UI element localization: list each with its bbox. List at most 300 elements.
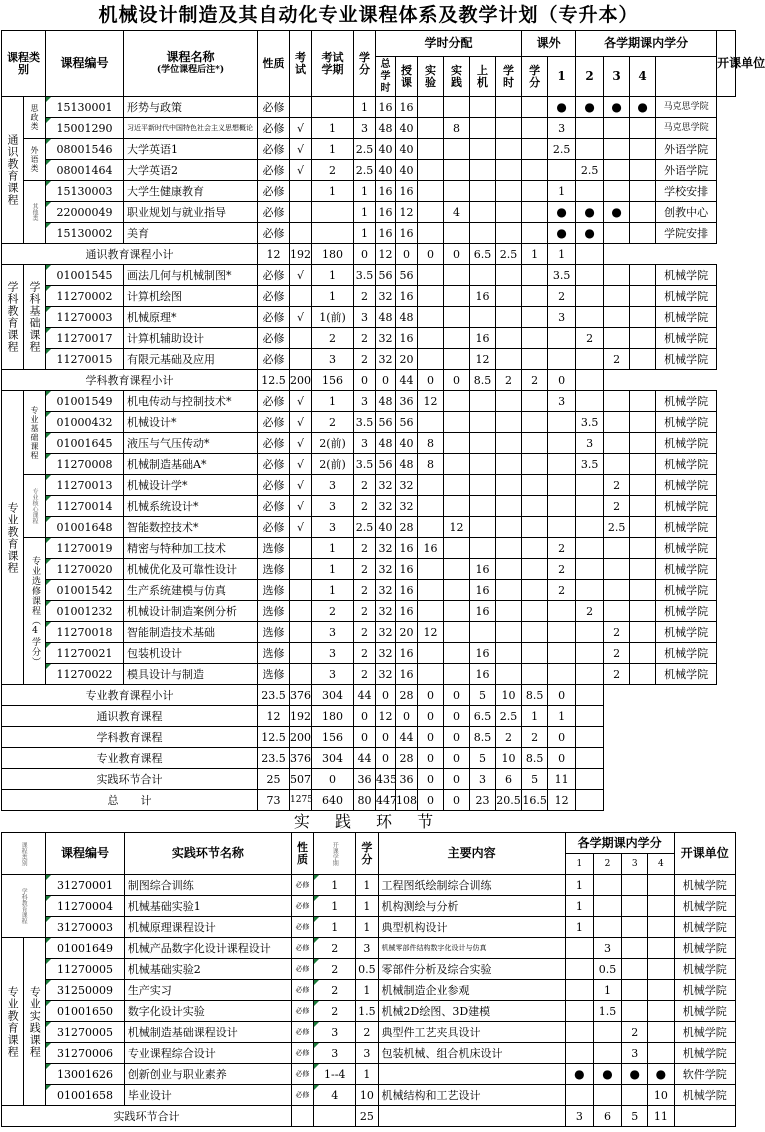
course-dept: 机械学院 <box>656 307 717 328</box>
practice-t1 <box>565 938 593 959</box>
course-tot: 32 <box>376 475 396 496</box>
course-t1: ● <box>548 97 576 118</box>
course-row <box>2 412 736 433</box>
course-eh <box>496 391 522 412</box>
total-t3: 5 <box>522 769 548 790</box>
course-code: 11270018 <box>46 622 124 643</box>
course-name: 职业规划与就业指导 <box>124 202 258 223</box>
subtotal-t3: 2 <box>522 370 548 391</box>
practice-t2 <box>593 1022 621 1043</box>
course-t3 <box>604 223 630 244</box>
course-nature: 必修 <box>258 517 290 538</box>
course-t1: 2 <box>548 559 576 580</box>
course-t3: 2 <box>604 643 630 664</box>
total-com: 44 <box>396 727 418 748</box>
practice-header-dept: 开课单位 <box>674 833 736 875</box>
total-ec: 0 <box>444 727 470 748</box>
course-pra <box>444 622 470 643</box>
course-exp <box>418 475 444 496</box>
course-exam <box>290 202 312 223</box>
course-nature: 必修 <box>258 118 290 139</box>
course-t4 <box>630 202 656 223</box>
practice-t4 <box>648 938 674 959</box>
course-t4 <box>630 664 656 685</box>
course-pra <box>444 643 470 664</box>
course-ec <box>522 118 548 139</box>
course-exam-term <box>312 97 354 118</box>
course-name: 机械设计* <box>124 412 258 433</box>
course-name: 机械设计制造案例分析 <box>124 601 258 622</box>
course-name: 包装机设计 <box>124 643 258 664</box>
course-com: 12 <box>470 349 496 370</box>
course-ec <box>522 601 548 622</box>
practice-header-content: 主要内容 <box>378 833 565 875</box>
course-code: 11270014 <box>46 496 124 517</box>
practice-name: 机械产品数字化设计课程设计 <box>124 938 291 959</box>
course-t1: 3 <box>548 307 576 328</box>
subtotal-tot: 200 <box>290 370 312 391</box>
course-code: 11270019 <box>46 538 124 559</box>
course-t3: 2 <box>604 496 630 517</box>
course-tot: 32 <box>376 286 396 307</box>
course-t3 <box>604 580 630 601</box>
course-name: 大学英语1 <box>124 139 258 160</box>
course-exam-term: 3 <box>312 622 354 643</box>
course-t1 <box>548 328 576 349</box>
practice-nature: 必修 <box>291 1001 313 1022</box>
course-tot: 40 <box>376 517 396 538</box>
course-exam-term: 1 <box>312 286 354 307</box>
course-nature: 必修 <box>258 307 290 328</box>
course-t1 <box>548 454 576 475</box>
category-subject-edu: 学科教育课程 <box>2 265 24 370</box>
course-cr: 2.5 <box>354 139 376 160</box>
header-extra-group: 课外 <box>522 31 576 57</box>
total-t4: 11 <box>548 769 576 790</box>
course-code: 11270020 <box>46 559 124 580</box>
practice-row <box>2 1022 736 1043</box>
course-t4 <box>630 496 656 517</box>
header-experiment: 实验 <box>418 57 444 97</box>
course-t2 <box>576 643 604 664</box>
practice-credits: 0.5 <box>356 959 378 980</box>
course-lec: 16 <box>396 601 418 622</box>
course-exam <box>290 328 312 349</box>
total-exp: 36 <box>354 769 376 790</box>
total-exp: 0 <box>354 706 376 727</box>
course-code: 01000432 <box>46 412 124 433</box>
course-exam: √ <box>290 475 312 496</box>
course-tot: 32 <box>376 601 396 622</box>
course-eh <box>496 433 522 454</box>
practice-row <box>2 917 736 938</box>
practice-t1: 1 <box>565 917 593 938</box>
subtotal-row <box>2 244 736 265</box>
course-pra <box>444 160 470 181</box>
course-tot: 40 <box>376 160 396 181</box>
course-row <box>2 454 736 475</box>
practice-code: 13001626 <box>46 1064 125 1085</box>
course-exam-term: 1 <box>312 118 354 139</box>
header-extra-credits: 学分 <box>522 57 548 97</box>
course-exam-term: 1 <box>312 139 354 160</box>
course-eh <box>496 307 522 328</box>
course-ec <box>522 580 548 601</box>
course-lec: 32 <box>396 496 418 517</box>
practice-total-row <box>2 1106 736 1127</box>
course-t2 <box>576 664 604 685</box>
total-com: 36 <box>396 769 418 790</box>
practice-term: 1 <box>314 875 356 896</box>
practice-credits: 3 <box>356 938 378 959</box>
practice-t1 <box>565 1022 593 1043</box>
course-t4 <box>630 433 656 454</box>
course-lec: 48 <box>396 454 418 475</box>
course-nature: 必修 <box>258 265 290 286</box>
course-nature: 必修 <box>258 223 290 244</box>
practice-nature: 必修 <box>291 1064 313 1085</box>
header-credits: 学分 <box>354 31 376 97</box>
practice-name: 机械制造基础课程设计 <box>124 1022 291 1043</box>
practice-subcategory-major: 专业实践课程 <box>24 938 46 1106</box>
practice-row <box>2 875 736 896</box>
course-lec: 32 <box>396 475 418 496</box>
course-exam: √ <box>290 412 312 433</box>
course-pra <box>444 412 470 433</box>
course-tot: 56 <box>376 412 396 433</box>
course-code: 01001648 <box>46 517 124 538</box>
course-ec <box>522 433 548 454</box>
practice-name: 专业课程综合设计 <box>124 1043 291 1064</box>
course-nature: 必修 <box>258 328 290 349</box>
course-t3 <box>604 265 630 286</box>
course-eh <box>496 265 522 286</box>
practice-name: 数字化设计实验 <box>124 1001 291 1022</box>
course-t2 <box>576 307 604 328</box>
course-dept: 外语学院 <box>656 160 717 181</box>
course-tot: 48 <box>376 433 396 454</box>
course-lec: 16 <box>396 559 418 580</box>
course-exp <box>418 664 444 685</box>
total-cr: 12 <box>258 706 290 727</box>
course-exp <box>418 601 444 622</box>
header-term-2: 2 <box>576 57 604 97</box>
course-dept: 机械学院 <box>656 496 717 517</box>
course-pra <box>444 223 470 244</box>
practice-row <box>2 1085 736 1106</box>
header-hours-group: 学时分配 <box>376 31 522 57</box>
course-exp <box>418 643 444 664</box>
course-cr: 2 <box>354 580 376 601</box>
course-row <box>2 307 736 328</box>
course-t4 <box>630 517 656 538</box>
total-dept <box>576 790 604 811</box>
course-exam: √ <box>290 391 312 412</box>
practice-content: 机械零部件结构数字化设计与仿真 <box>378 938 565 959</box>
course-exam: √ <box>290 433 312 454</box>
practice-category-subject: 学科教育课程 <box>2 875 46 938</box>
course-t3 <box>604 139 630 160</box>
course-t1: ● <box>548 223 576 244</box>
course-lec: 16 <box>396 223 418 244</box>
course-t4 <box>630 622 656 643</box>
total-dept <box>576 769 604 790</box>
course-com <box>470 475 496 496</box>
practice-header-term-3: 3 <box>622 854 648 875</box>
practice-t2 <box>593 917 621 938</box>
practice-t4: 10 <box>648 1085 674 1106</box>
course-exam-term: 2 <box>312 160 354 181</box>
practice-t2 <box>593 1085 621 1106</box>
subtotal-t3: 1 <box>522 244 548 265</box>
practice-code: 01001650 <box>46 1001 125 1022</box>
course-name: 机械设计学* <box>124 475 258 496</box>
course-tot: 32 <box>376 559 396 580</box>
practice-dept: 机械学院 <box>674 917 736 938</box>
practice-nature: 必修 <box>291 1022 313 1043</box>
course-t4 <box>630 643 656 664</box>
course-dept: 机械学院 <box>656 538 717 559</box>
practice-section-title: 实 践 环 节 <box>293 812 444 831</box>
total-row <box>2 748 736 769</box>
total-tot: 1275 <box>290 790 312 811</box>
practice-nature: 必修 <box>291 875 313 896</box>
header-term-group: 各学期课内学分 <box>576 31 717 57</box>
total-eh: 0 <box>418 790 444 811</box>
course-ec <box>522 181 548 202</box>
course-cr: 2 <box>354 559 376 580</box>
course-code: 11270017 <box>46 328 124 349</box>
course-pra <box>444 454 470 475</box>
course-eh <box>496 202 522 223</box>
practice-term: 2 <box>314 1001 356 1022</box>
course-nature: 必修 <box>258 202 290 223</box>
course-tot: 56 <box>376 454 396 475</box>
course-lec: 28 <box>396 517 418 538</box>
subtotal-t4: 1 <box>548 244 576 265</box>
course-exam: √ <box>290 307 312 328</box>
total-cr: 12.5 <box>258 727 290 748</box>
course-t1: 2 <box>548 580 576 601</box>
practice-header-category: 课程类别 <box>2 833 46 875</box>
practice-t3: 2 <box>622 1022 648 1043</box>
course-exp <box>418 202 444 223</box>
course-lec: 56 <box>396 265 418 286</box>
course-dept: 机械学院 <box>656 580 717 601</box>
course-t4 <box>630 139 656 160</box>
course-tot: 48 <box>376 391 396 412</box>
practice-table <box>1 832 736 1127</box>
header-practice: 实践 <box>444 57 470 97</box>
course-t3 <box>604 454 630 475</box>
course-cr: 2 <box>354 286 376 307</box>
course-dept: 机械学院 <box>656 391 717 412</box>
total-t2: 2 <box>496 727 522 748</box>
course-dept: 机械学院 <box>656 349 717 370</box>
course-tot: 32 <box>376 538 396 559</box>
course-eh <box>496 622 522 643</box>
course-row <box>2 475 736 496</box>
practice-code: 31270001 <box>46 875 125 896</box>
practice-total-t1: 3 <box>565 1106 593 1127</box>
course-row <box>2 139 736 160</box>
total-row <box>2 706 736 727</box>
course-dept: 外语学院 <box>656 139 717 160</box>
practice-table-body <box>2 833 736 1127</box>
course-lec: 16 <box>396 97 418 118</box>
course-t2: 3.5 <box>576 412 604 433</box>
course-row <box>2 664 736 685</box>
practice-code: 01001658 <box>46 1085 125 1106</box>
course-row <box>2 349 736 370</box>
course-name: 机械制造基础A* <box>124 454 258 475</box>
subtotal-t4: 0 <box>548 685 576 706</box>
subtotal-cr: 12 <box>258 244 290 265</box>
course-exp <box>418 328 444 349</box>
subtotal-label: 专业教育课程小计 <box>2 685 258 706</box>
course-row <box>2 643 736 664</box>
course-row <box>2 223 736 244</box>
practice-total-t2: 6 <box>593 1106 621 1127</box>
practice-nature: 必修 <box>291 896 313 917</box>
course-com: 16 <box>470 559 496 580</box>
course-table-body <box>2 31 765 811</box>
course-name: 习近平新时代中国特色社会主义思想概论 <box>124 118 258 139</box>
practice-name: 制图综合训练 <box>124 875 291 896</box>
course-code: 01001542 <box>46 580 124 601</box>
course-t2: ● <box>576 223 604 244</box>
course-exam-term: 2 <box>312 412 354 433</box>
practice-t4 <box>648 896 674 917</box>
subtotal-cr: 12.5 <box>258 370 290 391</box>
course-dept: 机械学院 <box>656 643 717 664</box>
course-exam-term <box>312 223 354 244</box>
course-exp <box>418 265 444 286</box>
course-t3 <box>604 181 630 202</box>
course-exam-term: 1(前) <box>312 307 354 328</box>
practice-dept: 软件学院 <box>674 1064 736 1085</box>
practice-t4 <box>648 959 674 980</box>
practice-total-dept <box>674 1106 736 1127</box>
total-cr: 23.5 <box>258 748 290 769</box>
total-lec: 156 <box>312 727 354 748</box>
practice-code: 31270005 <box>46 1022 125 1043</box>
course-t1: 3 <box>548 118 576 139</box>
subtotal-com: 0 <box>396 244 418 265</box>
total-label: 实践环节合计 <box>2 769 258 790</box>
header-extra-hours: 学时 <box>496 57 522 97</box>
total-row <box>2 727 736 748</box>
course-ec <box>522 328 548 349</box>
practice-t4 <box>648 1043 674 1064</box>
practice-header-term-4: 4 <box>648 854 674 875</box>
practice-t3 <box>622 959 648 980</box>
practice-nature: 必修 <box>291 1043 313 1064</box>
course-exp: 12 <box>418 622 444 643</box>
course-t3 <box>604 601 630 622</box>
course-cr: 2 <box>354 496 376 517</box>
subtotal-row <box>2 370 736 391</box>
course-dept: 机械学院 <box>656 412 717 433</box>
course-com <box>470 307 496 328</box>
total-pra: 435 <box>376 769 396 790</box>
course-t2 <box>576 559 604 580</box>
course-t2 <box>576 580 604 601</box>
subtotal-dept <box>576 685 604 706</box>
course-nature: 必修 <box>258 496 290 517</box>
course-exam <box>290 349 312 370</box>
course-row <box>2 265 736 286</box>
course-nature: 必修 <box>258 454 290 475</box>
subcategory-major-elective: 专业选修课程（4学分） <box>24 538 46 685</box>
course-name: 计算机绘图 <box>124 286 258 307</box>
course-exam <box>290 559 312 580</box>
course-dept: 机械学院 <box>656 265 717 286</box>
course-exam <box>290 643 312 664</box>
course-row <box>2 160 736 181</box>
course-row <box>2 118 736 139</box>
course-t4 <box>630 580 656 601</box>
course-exam-term: 2(前) <box>312 454 354 475</box>
course-t2: ● <box>576 97 604 118</box>
course-name: 机电传动与控制技术* <box>124 391 258 412</box>
course-t3 <box>604 160 630 181</box>
practice-dept: 机械学院 <box>674 1022 736 1043</box>
course-row <box>2 328 736 349</box>
total-t2: 10 <box>496 748 522 769</box>
course-exp: 8 <box>418 433 444 454</box>
course-t4 <box>630 391 656 412</box>
course-t3: ● <box>604 97 630 118</box>
practice-t3 <box>622 896 648 917</box>
course-pra <box>444 265 470 286</box>
practice-term: 1 <box>314 896 356 917</box>
subtotal-t4: 0 <box>548 370 576 391</box>
practice-header-term-1: 1 <box>565 854 593 875</box>
course-tot: 48 <box>376 118 396 139</box>
course-nature: 必修 <box>258 160 290 181</box>
course-exp <box>418 286 444 307</box>
course-tot: 32 <box>376 349 396 370</box>
subtotal-pra: 12 <box>376 244 396 265</box>
total-t4: 0 <box>548 748 576 769</box>
subtotal-ec: 0 <box>444 244 470 265</box>
subtotal-ec: 0 <box>444 370 470 391</box>
course-name: 精密与特种加工技术 <box>124 538 258 559</box>
course-name: 生产系统建模与仿真 <box>124 580 258 601</box>
course-t1 <box>548 349 576 370</box>
course-ec <box>522 265 548 286</box>
course-exam <box>290 538 312 559</box>
practice-row <box>2 959 736 980</box>
course-t2 <box>576 118 604 139</box>
course-t3 <box>604 328 630 349</box>
practice-term: 1--4 <box>314 1064 356 1085</box>
course-t2 <box>576 517 604 538</box>
practice-code: 11270005 <box>46 959 125 980</box>
practice-t1 <box>565 1001 593 1022</box>
header-nature: 性质 <box>258 31 290 97</box>
subtotal-t1: 8.5 <box>470 370 496 391</box>
header-term-4: 4 <box>630 57 656 97</box>
course-nature: 选修 <box>258 559 290 580</box>
practice-header-term-2: 2 <box>593 854 621 875</box>
course-row <box>2 601 736 622</box>
practice-t2: 3 <box>593 938 621 959</box>
practice-t4 <box>648 1001 674 1022</box>
subtotal-exp: 0 <box>354 244 376 265</box>
course-nature: 选修 <box>258 538 290 559</box>
